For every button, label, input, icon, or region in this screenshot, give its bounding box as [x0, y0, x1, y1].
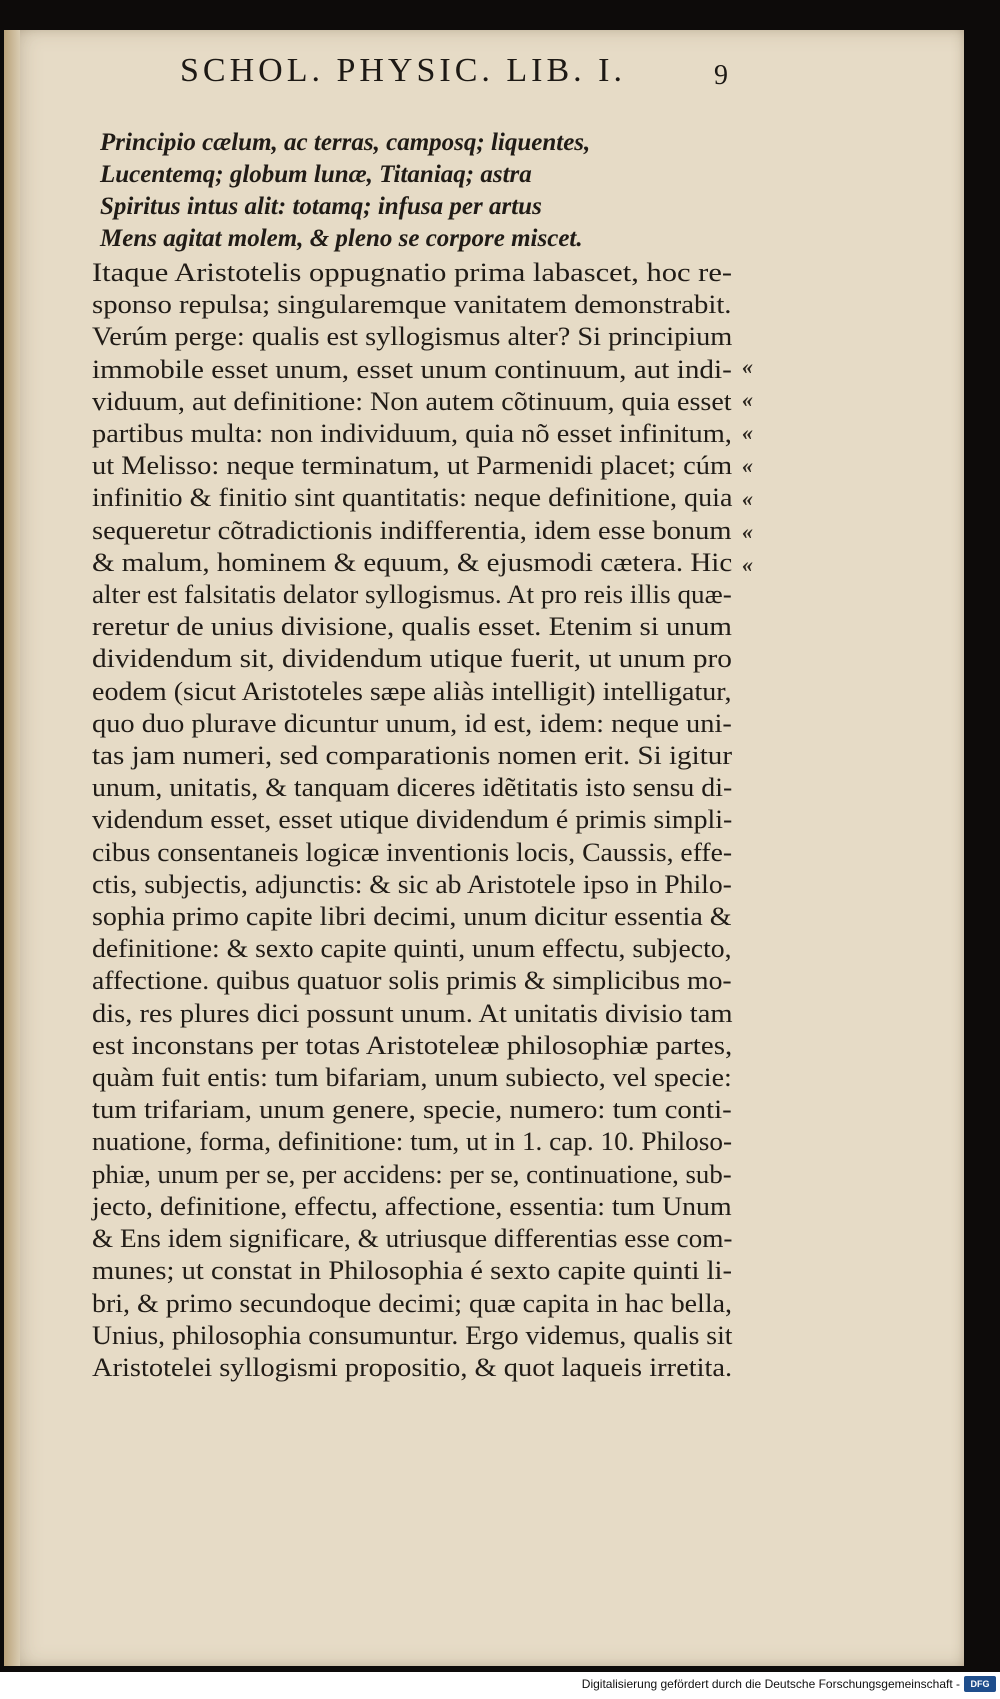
running-head: SCHOL. PHYSIC. LIB. I. [180, 52, 626, 89]
text-line: & Ens idem significare, & utriusque differentias esse com- [92, 1224, 733, 1254]
text-line: est inconstans per totas Aristoteleæ philosophiæ partes, [92, 1030, 733, 1060]
text-line: dividendum sit, dividendum utique fuerit, ut unum pro [92, 644, 732, 674]
text-line: eodem (sicut Aristoteles sæpe aliàs intelligit) intelligatur, [92, 676, 732, 706]
text-line: Itaque Aristotelis oppugnatio prima labascet, hoc re- [92, 258, 733, 287]
text-line: bri, & primo secundoque decimi; quæ capita in hac bella, [92, 1288, 732, 1318]
dfg-logo: DFG [964, 1676, 996, 1692]
text-line: Aristotelei syllogismi propositio, & quot laqueis irretita. [92, 1352, 733, 1382]
text-line: immobile esset unum, esset unum continuum, aut indi- [92, 354, 732, 384]
page-header [4, 50, 964, 100]
text-line: quo duo plurave dicuntur unum, id est, idem: neque uni- [92, 708, 732, 738]
margin-quote-mark: « [742, 420, 753, 445]
margin-quote-marks [742, 350, 766, 581]
text-line: viduum, aut definitione: Non autem cõtinuum, quia esset [92, 386, 732, 416]
text-line: affectione. quibus quatuor solis primis & simplicibus mo- [92, 966, 732, 996]
text-line: jecto, definitione, effectu, affectione, essentia: tum Unum [92, 1191, 732, 1221]
text-line: unum, unitatis, & tanquam diceres idẽtitatis isto sensu di- [92, 773, 733, 803]
text-line: sequeretur cõtradictionis indifferentia, idem esse bonum [92, 515, 732, 545]
text-line: munes; ut constat in Philosophia é sexto capite quinti li- [92, 1256, 732, 1286]
margin-quote-mark: « [742, 453, 753, 478]
text-line: definitione: & sexto capite quinti, unum effectu, subjecto, [92, 934, 732, 964]
book-page [4, 30, 964, 1666]
text-line: sophia primo capite libri decimi, unum dicitur essentia & [92, 902, 732, 932]
text-line: & malum, hominem & equum, & ejusmodi cætera. Hic [92, 547, 733, 577]
text-line: Unius, philosophia consumuntur. Ergo videmus, qualis sit [92, 1320, 733, 1350]
text-line: tas jam numeri, sed comparationis nomen erit. Si igitur [92, 741, 733, 771]
text-line: infinitio & finitio sint quantitatis: neque definitione, quia [92, 483, 733, 513]
text-line: phiæ, unum per se, per accidens: per se, continuatione, sub- [92, 1159, 732, 1189]
text-line: cibus consentaneis logicæ inventionis locis, Caussis, effe- [92, 837, 733, 867]
text-line: tum trifariam, unum genere, specie, numero: tum conti- [92, 1095, 732, 1125]
verse-line: Spiritus intus alit: totamq; infusa per artus [100, 193, 542, 220]
text-line: quàm fuit entis: tum bifariam, unum subiecto, vel specie: [92, 1063, 732, 1093]
funding-credit: Digitalisierung gefördert durch die Deutsche Forschungsgemeinschaft - [581, 1677, 960, 1691]
page-gutter [4, 30, 20, 1666]
text-line: reretur de unius divisione, qualis esset. Etenim si unum [92, 612, 732, 642]
margin-quote-mark: « [742, 486, 753, 511]
margin-quote-mark: « [742, 387, 753, 412]
digitization-footer [0, 1672, 1000, 1699]
verse-line: Principio cælum, ac terras, camposq; liquentes, [100, 129, 591, 156]
verse-line: Lucentemq; globum lunæ, Titaniaq; astra [100, 161, 532, 188]
page-number: 9 [714, 60, 728, 91]
verse-quotation [100, 127, 760, 255]
text-line: videndum esset, esset utique dividendum é primis simpli- [92, 805, 733, 835]
text-line: Verúm perge: qualis est syllogismus alter? Si principium [92, 322, 733, 352]
verse-line: Mens agitat molem, & pleno se corpore miscet. [100, 225, 583, 252]
text-line: sponso repulsa; singularemque vanitatem demonstrabit. [92, 290, 732, 320]
text-line: ut Melisso: neque terminatum, ut Parmenidi placet; cúm [92, 451, 733, 481]
text-line: partibus multa: non individuum, quia nõ esset infinitum, [92, 419, 732, 449]
prose-body [92, 257, 732, 1384]
margin-quote-mark: « [742, 552, 753, 577]
text-line: ctis, subjectis, adjunctis: & sic ab Aristotele ipso in Philo- [92, 869, 732, 899]
text-line: alter est falsitatis delator syllogismus. At pro reis illis quæ- [92, 580, 732, 610]
text-line: nuatione, forma, definitione: tum, ut in 1. cap. 10. Philoso- [92, 1127, 733, 1157]
text-line: dis, res plures dici possunt unum. At unitatis divisio tam [92, 998, 733, 1028]
margin-quote-mark: « [742, 354, 753, 379]
margin-quote-mark: « [742, 519, 753, 544]
